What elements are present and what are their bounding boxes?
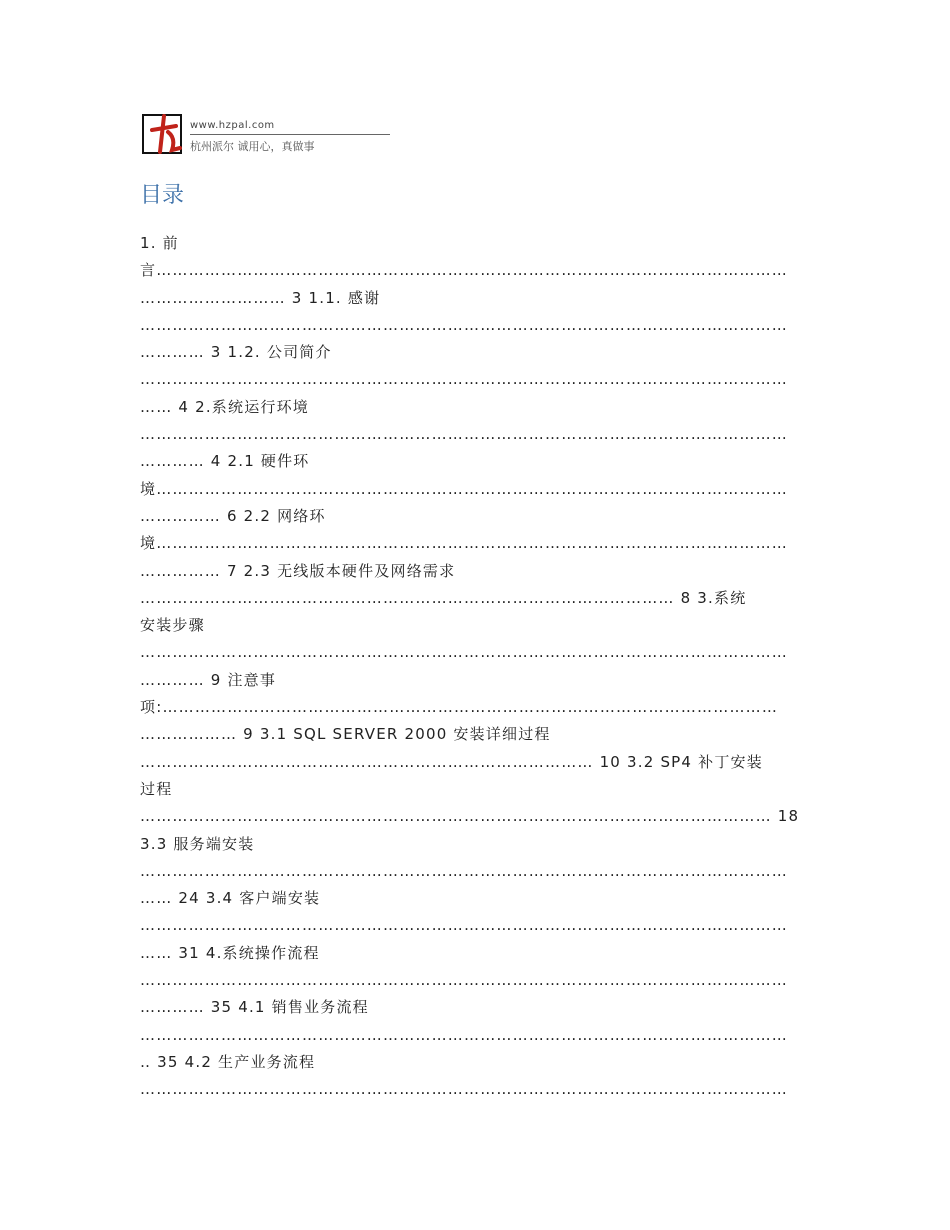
toc-line: ……………………… 3 1.1. 感谢 [140, 288, 381, 307]
toc-line: 过程 [140, 779, 173, 798]
toc-line: …… 31 4.系统操作流程 [140, 943, 320, 962]
toc-line: 境……………………………………………………………………………………………………… [140, 479, 788, 498]
toc-line: ………… 35 4.1 销售业务流程 [140, 998, 369, 1017]
toc-line: ………………………………………………………………………………………………………… [140, 370, 788, 389]
logo-divider [190, 134, 390, 135]
toc-line: 安装步骤 [140, 616, 205, 635]
toc-line: 言……………………………………………………………………………………………………… [140, 261, 788, 280]
toc-line: ………………………………………………………………………………………………………… [140, 315, 788, 334]
toc-line: ……………… 9 3.1 SQL SERVER 2000 安装详细过程 [140, 725, 551, 744]
toc-line: ………………………………………………………………………………………………………… [140, 1080, 788, 1099]
toc-line: 1. 前 [140, 234, 179, 252]
toc-line: ………… 3 1.2. 公司简介 [140, 343, 332, 362]
toc-line: ……………………………………………………………………………………… 8 3.系统 [140, 588, 747, 607]
toc-line: ………………………………………………………………………………………………………… [140, 643, 788, 662]
toc-line: …………… 7 2.3 无线版本硬件及网络需求 [140, 561, 456, 580]
toc-line: …… 4 2.系统运行环境 [140, 397, 309, 416]
toc-line: ………………………………………………………………………………………………………… [140, 1025, 788, 1044]
toc-line: ………… 4 2.1 硬件环 [140, 452, 310, 471]
toc-line: ………………………………………………………………………………………………………… [140, 971, 788, 990]
table-of-contents [140, 230, 810, 1104]
toc-line: 3.3 服务端安装 [140, 834, 255, 853]
toc-line: 项:…………………………………………………………………………………………………… [140, 698, 779, 717]
toc-line: …… 24 3.4 客户端安装 [140, 889, 321, 908]
toc-line: ‥ 35 4.2 生产业务流程 [140, 1052, 316, 1071]
toc-line: ………… 9 注意事 [140, 670, 277, 689]
toc-line: ………………………………………………………………………………………………………… [140, 425, 788, 444]
toc-line: …………… 6 2.2 网络环 [140, 506, 326, 525]
logo-url: www.hzpal.com [190, 120, 275, 131]
toc-line: ………………………………………………………………………… 10 3.2 SP4 补丁安装 [140, 752, 763, 771]
toc-heading: 目录 [140, 183, 185, 208]
toc-line: ………………………………………………………………………………………………………… [140, 916, 788, 935]
logo-mark-icon [142, 114, 182, 154]
toc-line: ………………………………………………………………………………………………………… [140, 861, 788, 880]
company-logo [142, 110, 392, 158]
logo-slogan: 杭州派尔 诚用心，真做事 [190, 140, 315, 153]
toc-line: ……………………………………………………………………………………………………… 18 [140, 807, 800, 826]
toc-line: 境……………………………………………………………………………………………………… [140, 534, 788, 553]
